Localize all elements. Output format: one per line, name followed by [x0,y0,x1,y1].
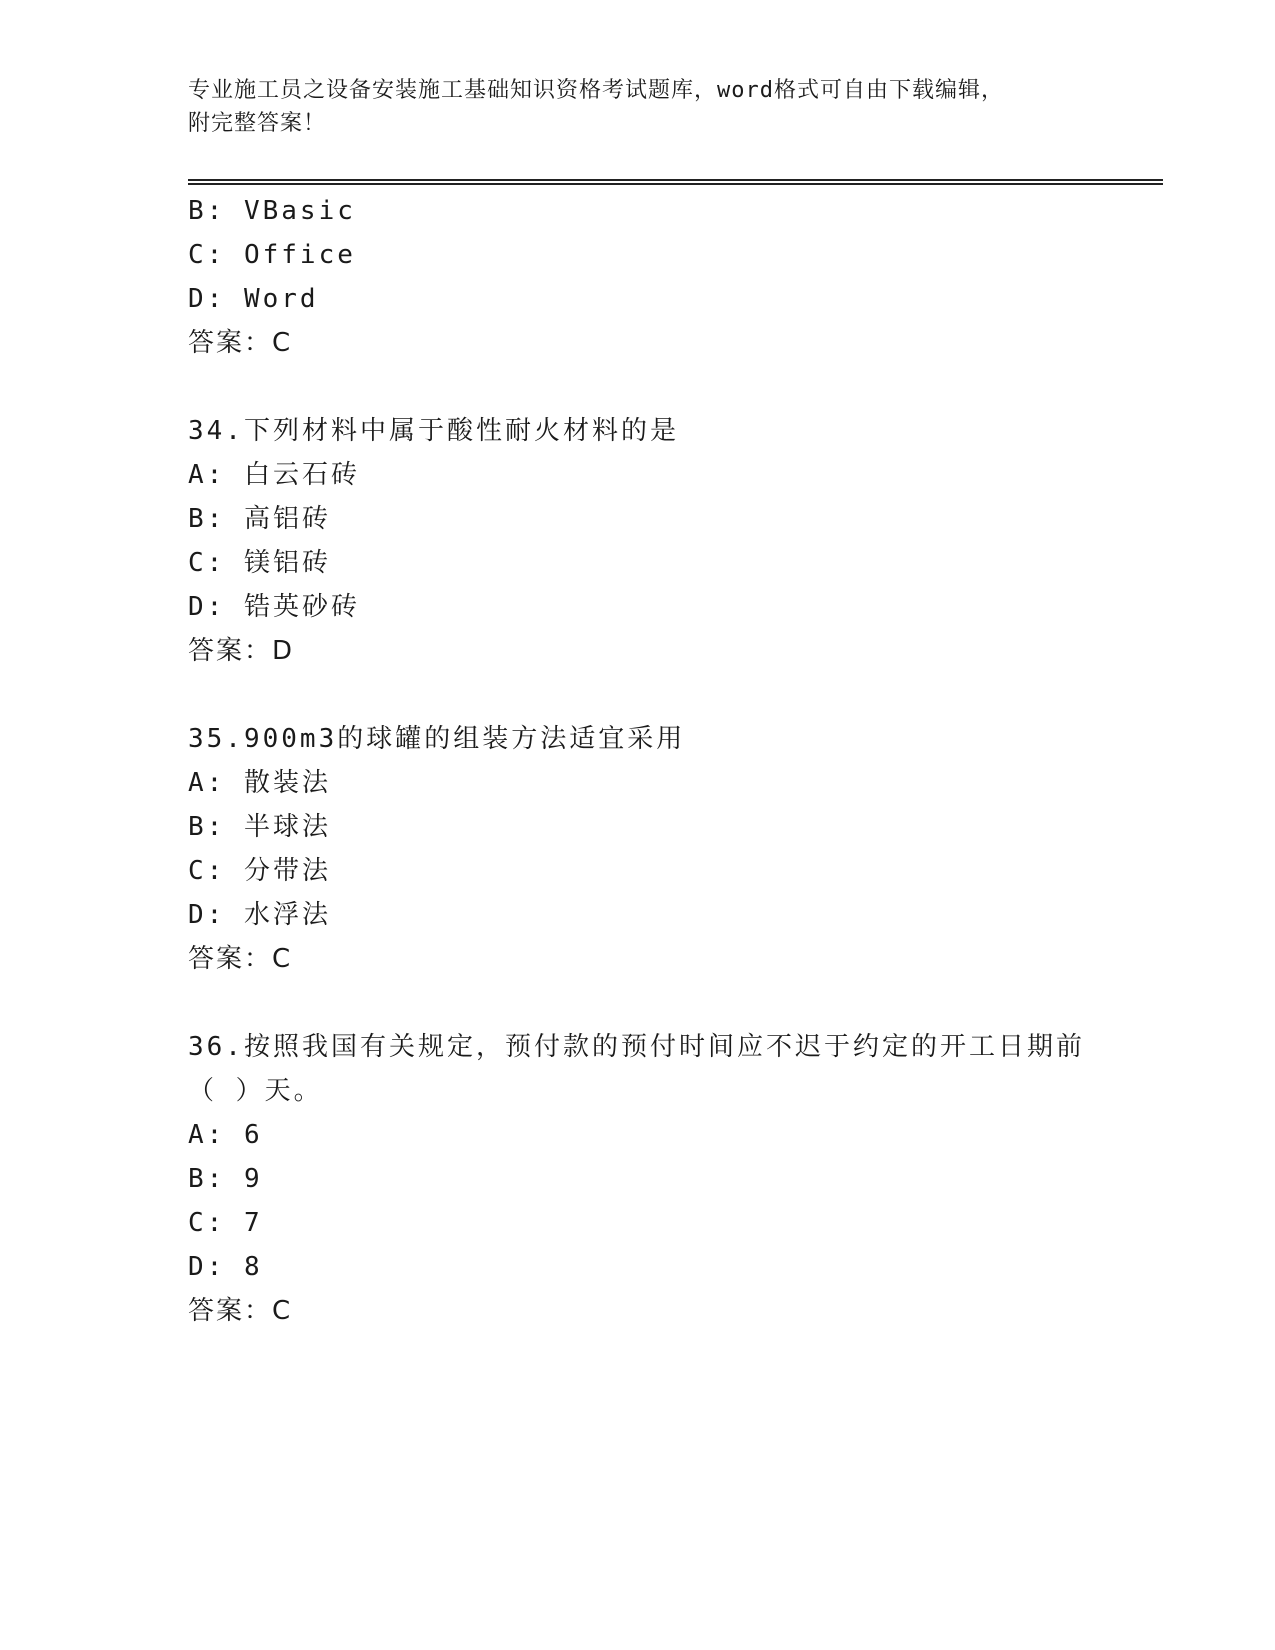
q33-option-b: B: VBasic [188,196,356,226]
q36-question-line-1: 36.按照我国有关规定，预付款的预付时间应不迟于约定的开工日期前 [188,1032,1085,1062]
q33-option-d: D: Word [188,284,319,314]
q35-option-b: B: 半球法 [188,812,331,842]
q34-answer: 答案：D [188,636,295,666]
q34-question: 34.下列材料中属于酸性耐火材料的是 [188,416,679,446]
q33-option-c: C: Office [188,240,356,270]
q33-answer: 答案：C [188,328,293,358]
q36-option-c: C: 7 [188,1208,263,1238]
header-line-2: 附完整答案！ [188,111,327,136]
q35-question: 35.900m3的球罐的组装方法适宜采用 [188,724,686,754]
q34-option-d: D: 锆英砂砖 [188,592,360,622]
q36-option-b: B: 9 [188,1164,263,1194]
q35-option-c: C: 分带法 [188,856,331,886]
q34-option-b: B: 高铝砖 [188,504,331,534]
header-line-1: 专业施工员之设备安装施工基础知识资格考试题库，word格式可自由下载编辑， [188,78,1004,103]
q36-question-line-2: （ ）天。 [188,1076,323,1106]
q36-answer: 答案：C [188,1296,293,1326]
q34-option-c: C: 镁铝砖 [188,548,331,578]
header-rule-bottom [188,183,1163,185]
q35-option-a: A: 散装法 [188,768,331,798]
q36-option-a: A: 6 [188,1120,263,1150]
q36-option-d: D: 8 [188,1252,263,1282]
q34-option-a: A: 白云石砖 [188,460,360,490]
document-header [188,74,1088,140]
q35-answer: 答案：C [188,944,293,974]
header-rule-top [188,179,1163,181]
q35-option-d: D: 水浮法 [188,900,331,930]
